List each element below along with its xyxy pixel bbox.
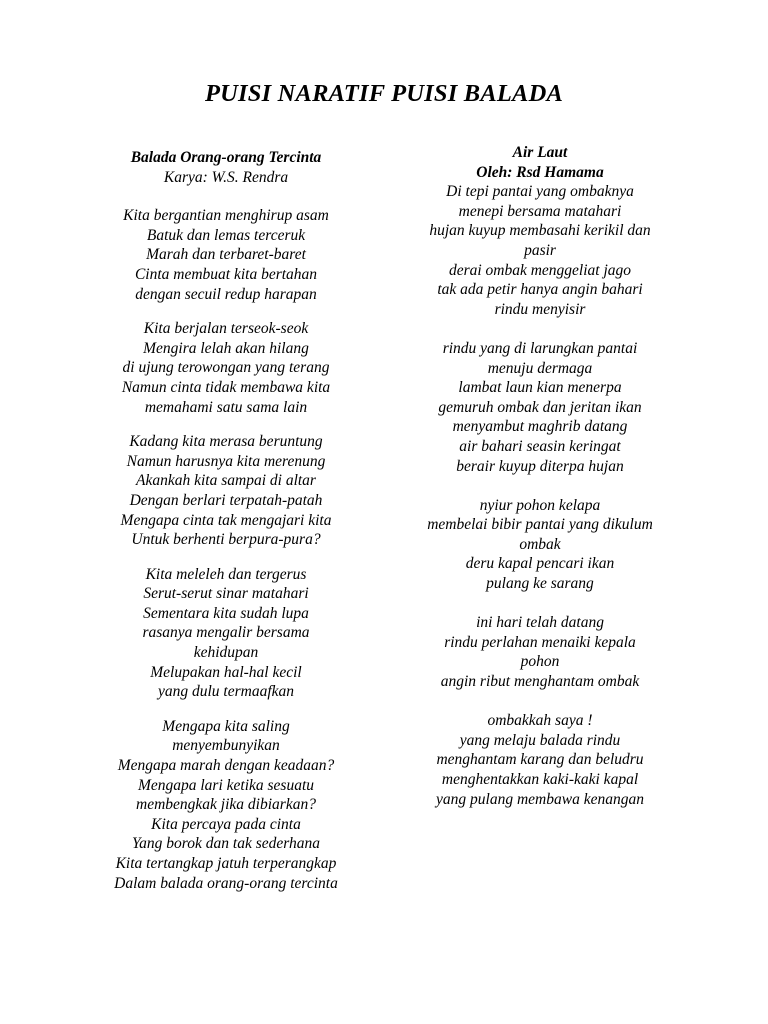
- poem-line: deru kapal pencari ikan: [465, 555, 615, 573]
- poem-line: Kita bergantian menghirup asam: [123, 207, 329, 225]
- poem-line: lambat laun kian menerpa: [458, 379, 622, 397]
- poem-line: pulang ke sarang: [486, 575, 594, 593]
- poem-line: Untuk berhenti berpura-pura?: [131, 531, 321, 549]
- stanza: [76, 319, 376, 417]
- poem-line: Batuk dan lemas terceruk: [146, 226, 306, 244]
- poem-line: Dalam balada orang-orang tercinta: [114, 874, 338, 892]
- poem-line: Melupakan hal-hal kecil: [150, 663, 302, 681]
- poem-line: air bahari seasin keringat: [459, 437, 621, 455]
- poem-line: dengan secuil redup harapan: [135, 285, 317, 303]
- stanza: [76, 565, 376, 702]
- poem-left: [76, 148, 376, 893]
- stanza: [76, 717, 376, 893]
- poem-line: menyembunyikan: [172, 737, 280, 755]
- poem-line: ombakkah saya !: [487, 712, 593, 730]
- poem-line: Kita percaya pada cinta: [151, 815, 301, 833]
- poem-author: Karya: W.S. Rendra: [163, 168, 289, 186]
- poem-line: gemuruh ombak dan jeritan ikan: [438, 398, 642, 416]
- poem-line: Akankah kita sampai di altar: [136, 472, 316, 490]
- poem-line: Kita tertangkap jatuh terperangkap: [115, 855, 337, 872]
- poem-line: memahami satu sama lain: [144, 398, 308, 416]
- poem-line: pohon: [520, 653, 560, 671]
- poem-line: Mengira lelah akan hilang: [143, 339, 309, 357]
- poem-line: pasir: [524, 241, 556, 259]
- poem-body: [385, 182, 695, 809]
- poem-line: tak ada petir hanya angin bahari: [437, 281, 643, 299]
- poem-line: rindu menyisir: [494, 300, 586, 318]
- poem-line: angin ribut menghantam ombak: [440, 673, 640, 691]
- poem-title: Balada Orang-orang Tercinta: [130, 149, 322, 166]
- poem-line: di ujung terowongan yang terang: [122, 359, 330, 377]
- stanza: [385, 339, 695, 476]
- poem-line: rindu yang di larungkan pantai: [442, 339, 638, 357]
- poem-line: Marah dan terbaret-baret: [146, 246, 306, 264]
- poem-line: Namun harusnya kita merenung: [126, 452, 326, 470]
- poem-line: ombak: [519, 535, 561, 553]
- stanza: [76, 432, 376, 550]
- poem-line: Yang borok dan tak sederhana: [131, 835, 320, 853]
- poem-line: Mengapa lari ketika sesuatu: [137, 776, 315, 794]
- poem-line: derai ombak menggeliat jago: [448, 261, 632, 279]
- poem-line: Sementara kita sudah lupa: [143, 604, 309, 622]
- poem-line: nyiur pohon kelapa: [479, 496, 601, 514]
- poem-body: [76, 206, 376, 893]
- poem-line: menepi bersama matahari: [458, 202, 622, 220]
- poem-line: ini hari telah datang: [476, 614, 604, 632]
- stanza: [385, 182, 695, 319]
- poem-line: Mengapa kita saling: [162, 717, 290, 735]
- poem-line: Namun cinta tidak membawa kita: [121, 378, 331, 396]
- poem-line: menuju dermaga: [487, 359, 593, 377]
- page-title: PUISI NARATIF PUISI BALADA: [204, 80, 564, 107]
- stanza: [385, 496, 695, 594]
- poem-right: [385, 143, 695, 809]
- poem-line: rindu perlahan menaiki kepala: [444, 633, 636, 651]
- poem-author: Oleh: Rsd Hamama: [476, 163, 604, 181]
- stanza: [385, 711, 695, 809]
- poem-line: Kita berjalan terseok-seok: [143, 320, 309, 338]
- poem-line: Cinta membuat kita bertahan: [134, 265, 318, 283]
- poem-line: kehidupan: [193, 644, 259, 662]
- stanza: [76, 206, 376, 304]
- poem-line: Dengan berlari terpatah-patah: [129, 491, 323, 509]
- poem-line: menghentakkan kaki-kaki kapal: [441, 771, 639, 788]
- poem-line: menyambut maghrib datang: [452, 418, 628, 436]
- poem-line: yang dulu termaafkan: [157, 683, 295, 701]
- poem-line: menghantam karang dan beludru: [436, 751, 644, 769]
- poem-line: Mengapa cinta tak mengajari kita: [120, 511, 332, 529]
- poem-line: Kadang kita merasa beruntung: [129, 433, 323, 451]
- poem-line: berair kuyup diterpa hujan: [456, 457, 624, 475]
- poem-title: Air Laut: [512, 144, 568, 161]
- poem-line: yang pulang membawa kenangan: [436, 790, 644, 808]
- stanza: [385, 613, 695, 691]
- poem-line: membengkak jika dibiarkan?: [136, 796, 316, 814]
- poem-line: membelai bibir pantai yang dikulum: [427, 516, 653, 534]
- poem-line: Serut-serut sinar matahari: [143, 585, 309, 603]
- poem-line: yang melaju balada rindu: [459, 731, 621, 749]
- poem-line: Mengapa marah dengan keadaan?: [117, 757, 335, 775]
- poem-line: Kita meleleh dan tergerus: [145, 565, 307, 583]
- poem-line: rasanya mengalir bersama: [142, 624, 310, 642]
- poem-line: hujan kuyup membasahi kerikil dan: [429, 222, 651, 240]
- poem-line: Di tepi pantai yang ombaknya: [446, 183, 634, 201]
